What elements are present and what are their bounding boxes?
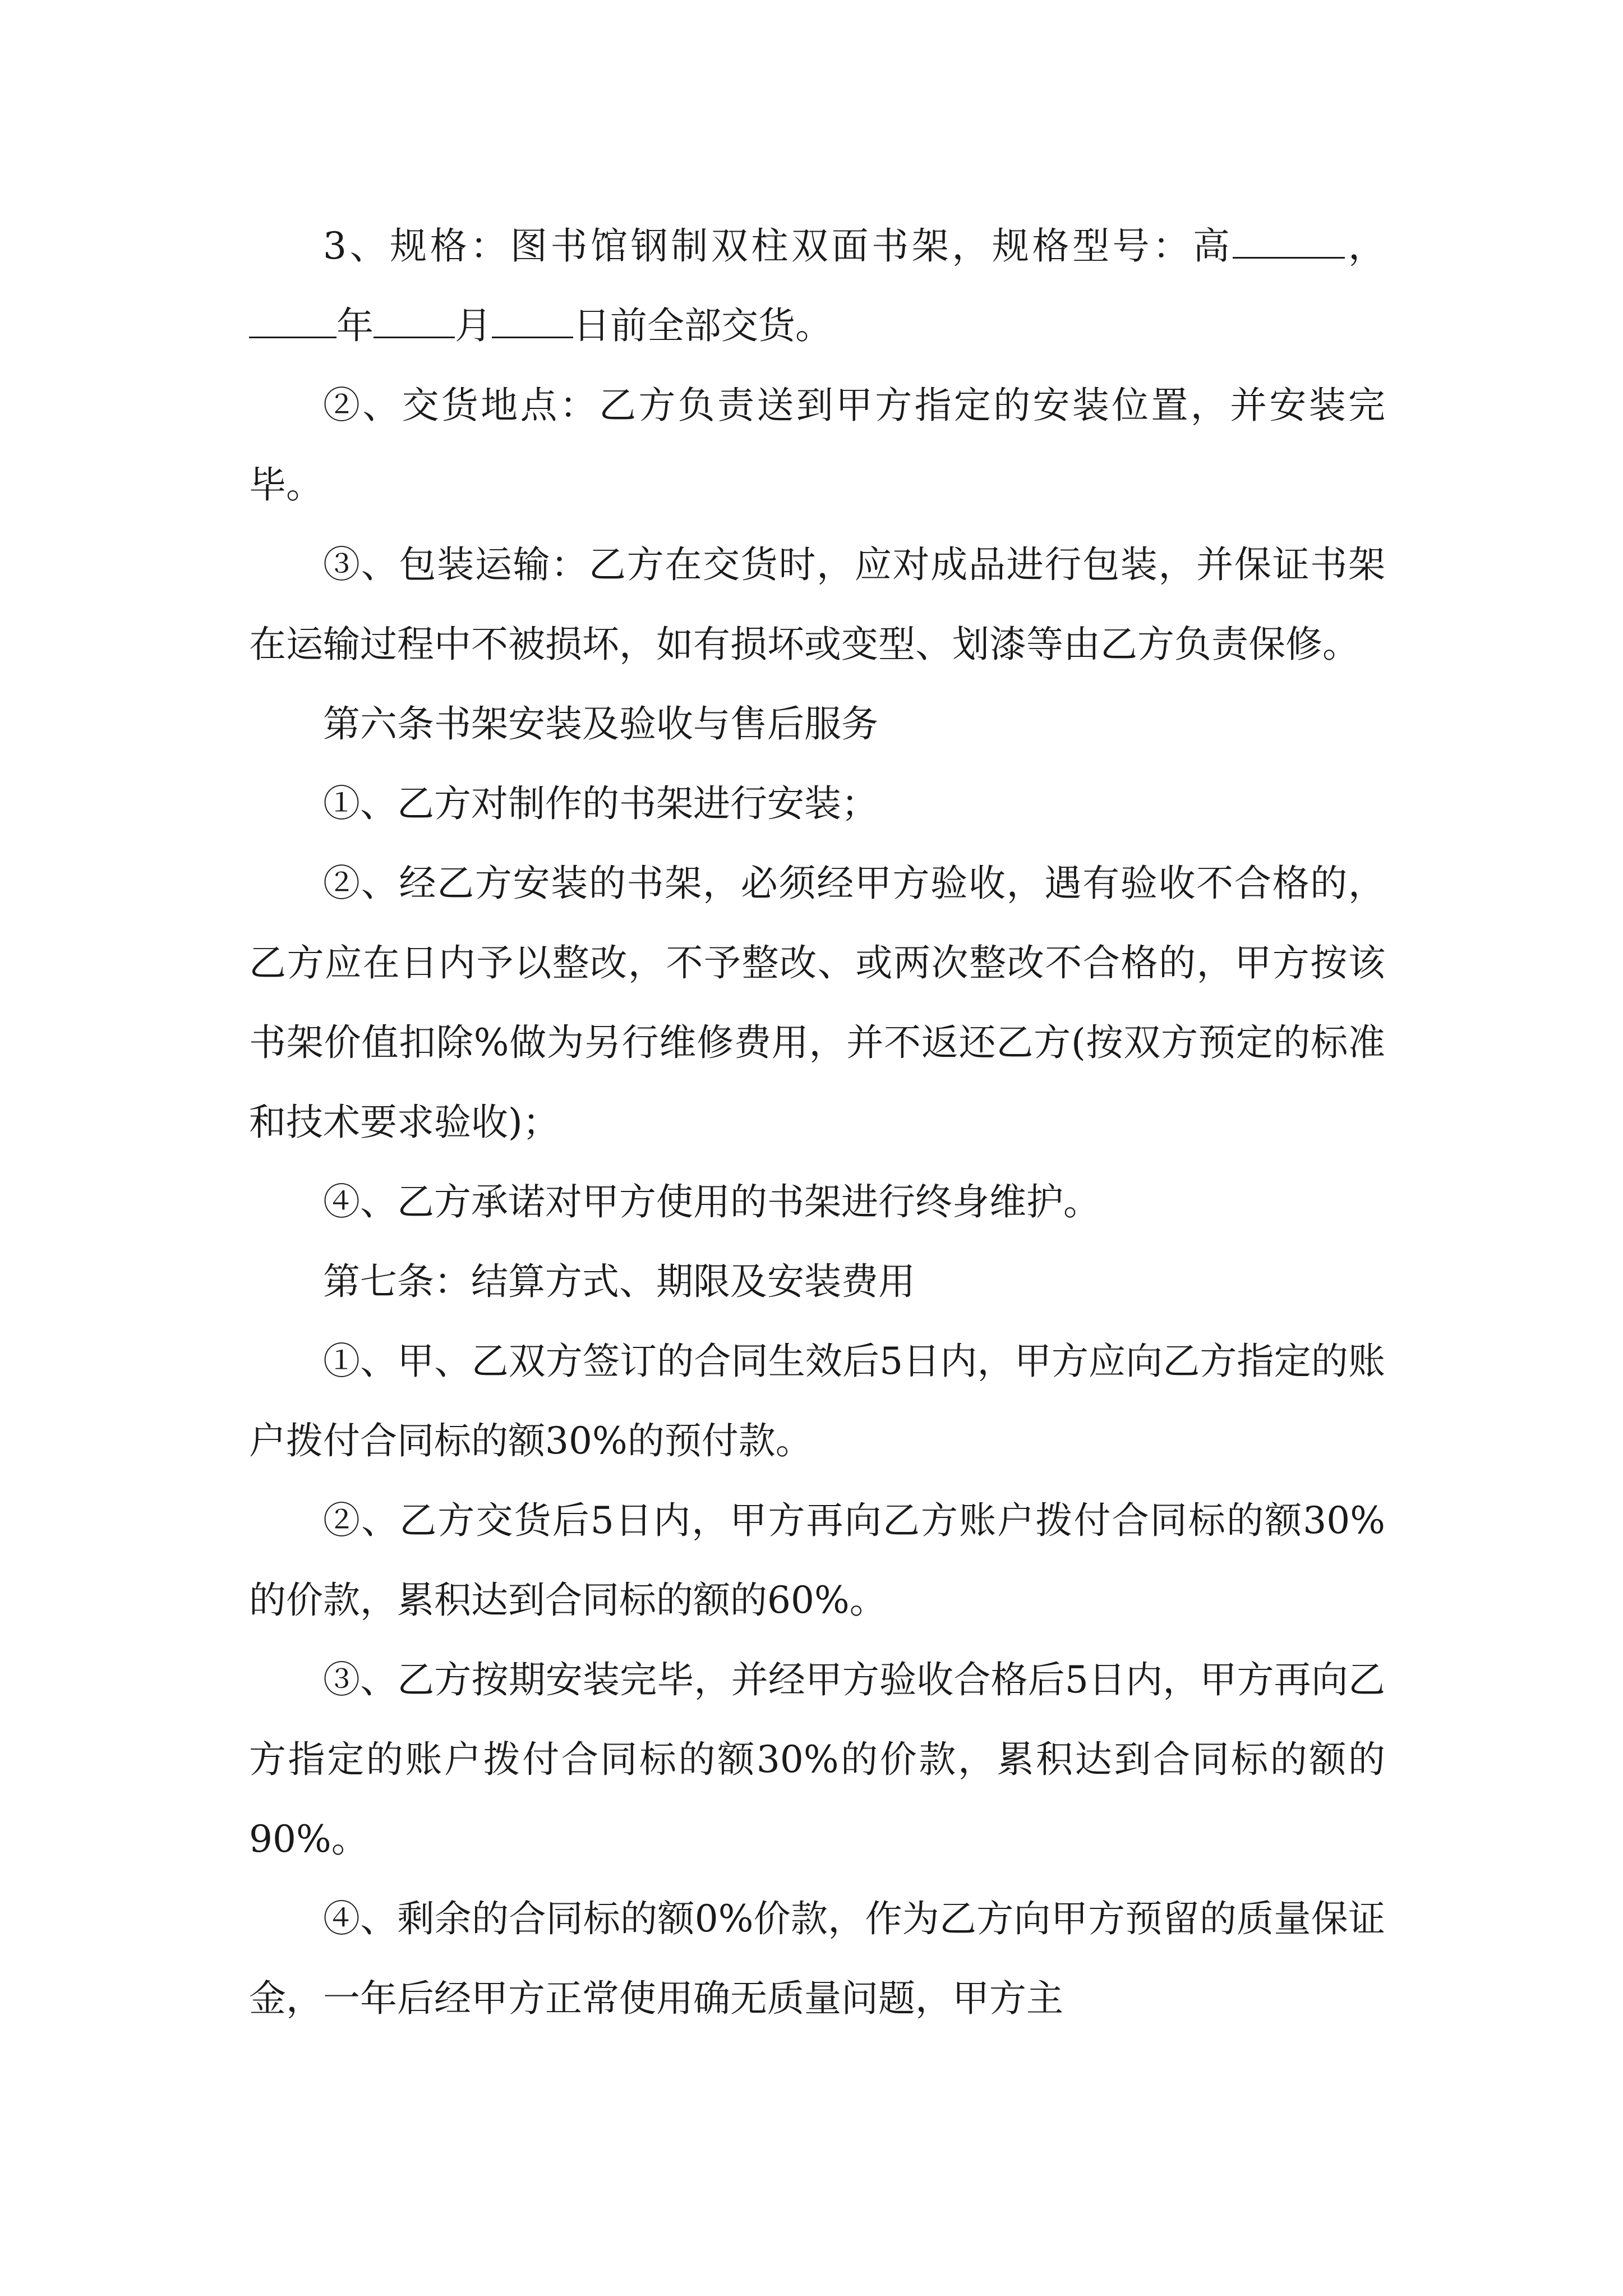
month-blank <box>374 303 455 338</box>
delivery-separator: ， <box>1345 224 1386 268</box>
height-blank <box>1233 223 1345 259</box>
year-blank <box>249 303 336 338</box>
spec-text: 3、规格：图书馆钢制双柱双面书架，规格型号：高 <box>323 224 1233 268</box>
paragraph-delivery-location: ②、交货地点：乙方负责送到甲方指定的安装位置，并安装完毕。 <box>249 384 1385 507</box>
article-6-heading: 第六条书架安装及验收与售后服务 <box>323 702 878 746</box>
delivery-tail: 日前全部交货。 <box>573 304 832 347</box>
paragraph-delivery-payment: ②、乙方交货后5日内，甲方再向乙方账户拨付合同标的额30%的价款，累积达到合同标的额的60%。 <box>249 1499 1385 1622</box>
paragraph-acceptance: ②、经乙方安装的书架，必须经甲方验收，遇有验收不合格的，乙方应在日内予以整改，不予整改、或两次整改不合格的，甲方按该书架价值扣除%做为另行维修费用，并不返还乙方(按双方预定的标准和技术要求验收)； <box>249 862 1385 1144</box>
paragraph-packaging: ③、包装运输：乙方在交货时，应对成品进行包装，并保证书架在运输过程中不被损坏，如有损坏或变型、划漆等由乙方负责保修。 <box>249 543 1385 666</box>
day-blank <box>492 303 573 338</box>
article-7-heading: 第七条：结算方式、期限及安装费用 <box>323 1260 915 1303</box>
spec-paragraph <box>249 206 1385 366</box>
document-body <box>249 206 1385 2039</box>
paragraph-installation-payment: ③、乙方按期安装完毕，并经甲方验收合格后5日内，甲方再向乙方指定的账户拨付合同标的额30%的价款，累积达到合同标的额的90%。 <box>249 1658 1385 1861</box>
paragraph-maintenance: ④、乙方承诺对甲方使用的书架进行终身维护。 <box>323 1180 1100 1223</box>
month-label: 月 <box>455 304 492 347</box>
year-label: 年 <box>336 304 374 347</box>
paragraph-prepayment: ①、甲、乙双方签订的合同生效后5日内，甲方应向乙方指定的账户拨付合同标的额30%的预付款。 <box>249 1340 1385 1462</box>
paragraph-installation: ①、乙方对制作的书架进行安装； <box>323 782 878 825</box>
paragraph-warranty-deposit: ④、剩余的合同标的额0%价款，作为乙方向甲方预留的质量保证金，一年后经甲方正常使用确无质量问题，甲方主 <box>249 1897 1385 2020</box>
